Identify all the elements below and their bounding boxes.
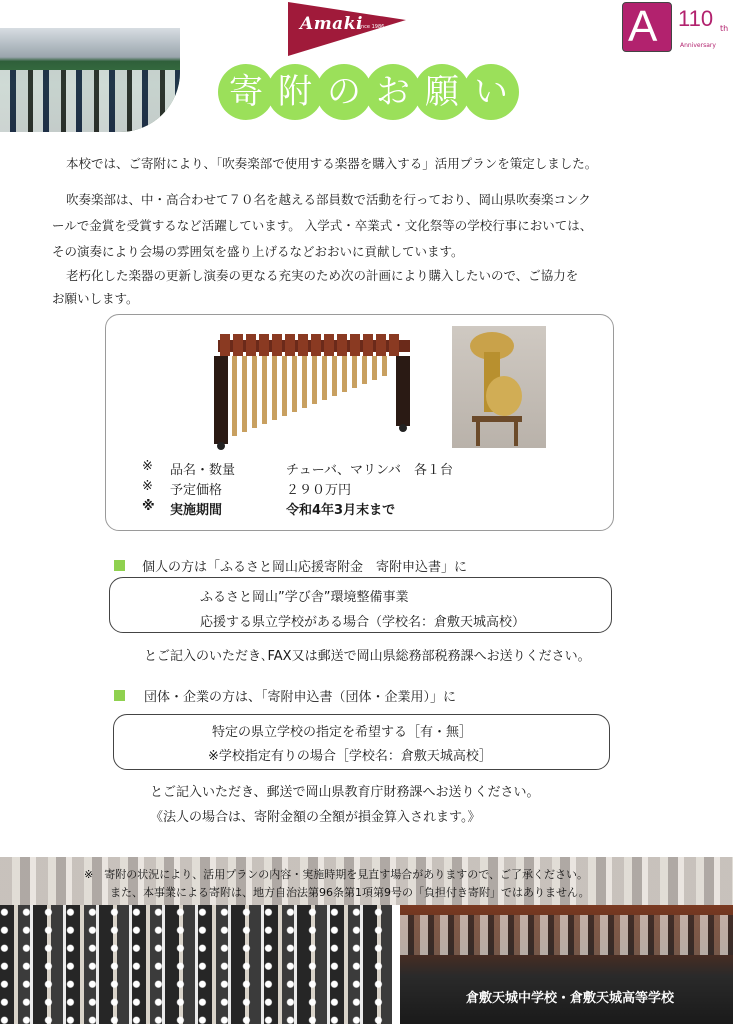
plan-mark: ※ — [142, 499, 155, 514]
individual-box-line: 応援する県立学校がある場合（学校名：倉敷天城高校） — [200, 615, 526, 630]
intro-paragraph: その演奏により会場の雰囲気を盛り上げるなどおおいに貢献しています。 — [52, 244, 464, 259]
intro-paragraph: 本校では、ご寄附により、「吹奏楽部で使用する楽器を購入する」活用プランを策定しました。 — [66, 156, 598, 171]
intro-paragraph: お願いします。 — [52, 291, 139, 306]
title-char: お — [365, 64, 421, 120]
period-value: 令和4年3月末まで — [286, 503, 396, 518]
green-bullet-icon — [114, 690, 125, 701]
green-bullet-icon — [114, 560, 125, 571]
school-name: 倉敷天城中学校・倉敷天城高等学校 — [466, 991, 675, 1006]
title-char: 寄 — [218, 64, 274, 120]
period-label: 実施期間 — [170, 503, 223, 518]
anniversary-letter: A — [628, 2, 658, 51]
footer-note: また、本事業による寄附は、地方自治法第96条第1項第9号の「負担付き寄附」ではありません。 — [110, 886, 590, 899]
plan-mark: ※ — [142, 459, 153, 474]
anniversary-logo — [622, 2, 730, 52]
corporate-box-line: ※学校指定有りの場合［学校名：倉敷天城高校］ — [208, 749, 492, 764]
item-label: 品名・数量 — [170, 463, 236, 478]
page-title — [218, 64, 518, 120]
individual-box-line: ふるさと岡山”学び舎”環境整備事業 — [200, 590, 409, 605]
corporate-instruction: とご記入いただき、郵送で岡山県教育庁財務課へお送りください。 — [150, 785, 540, 800]
plan-mark: ※ — [142, 479, 153, 494]
brand-name: Amaki — [300, 14, 363, 34]
price-value: ２９０万円 — [286, 483, 352, 498]
price-label: 予定価格 — [170, 483, 223, 498]
title-char: い — [463, 64, 519, 120]
item-value: チューバ、マリンバ 各１台 — [286, 463, 454, 478]
brand-since: since 1986 — [357, 24, 385, 30]
individual-heading: 個人の方は「ふるさと岡山応援寄附金 寄附申込書」に — [142, 560, 468, 575]
anniversary-suffix: th — [720, 24, 729, 33]
individual-instruction: とご記入のいただき､FAX又は郵送で岡山県総務部税務課へお送りください。 — [144, 649, 591, 664]
corporate-box-line: 特定の県立学校の指定を希望する［有・無］ — [212, 725, 473, 740]
anniversary-number: 110 — [678, 6, 714, 31]
intro-paragraph: 老朽化した楽器の更新し演奏の更なる充実のため次の計画により購入したいので、ご協力を — [66, 268, 579, 283]
title-char: 願 — [414, 64, 470, 120]
band-photo-stadium — [0, 28, 180, 132]
marimba-image — [210, 334, 416, 450]
anniversary-label: Anniversary — [680, 42, 716, 49]
title-char: の — [316, 64, 372, 120]
corporate-note: 《法人の場合は、寄附金額の全額が損金算入されます。》 — [150, 810, 481, 825]
intro-paragraph: 吹奏楽部は、中・高合わせて７０名を越える部員数で活動を行っており、岡山県吹奏楽コンク — [66, 192, 591, 207]
footer-note: ※ 寄附の状況により、活用プランの内容・実施時期を見直す場合がありますので、ご了承ください。 — [84, 868, 588, 881]
corporate-heading: 団体・企業の方は、「寄附申込書（団体・企業用）」に — [144, 690, 457, 705]
title-char: 附 — [267, 64, 323, 120]
intro-paragraph: ールで金賞を受賞するなど活躍しています。 入学式・卒業式・文化祭等の学校行事においては、 — [52, 218, 593, 233]
tuba-image — [452, 326, 546, 448]
